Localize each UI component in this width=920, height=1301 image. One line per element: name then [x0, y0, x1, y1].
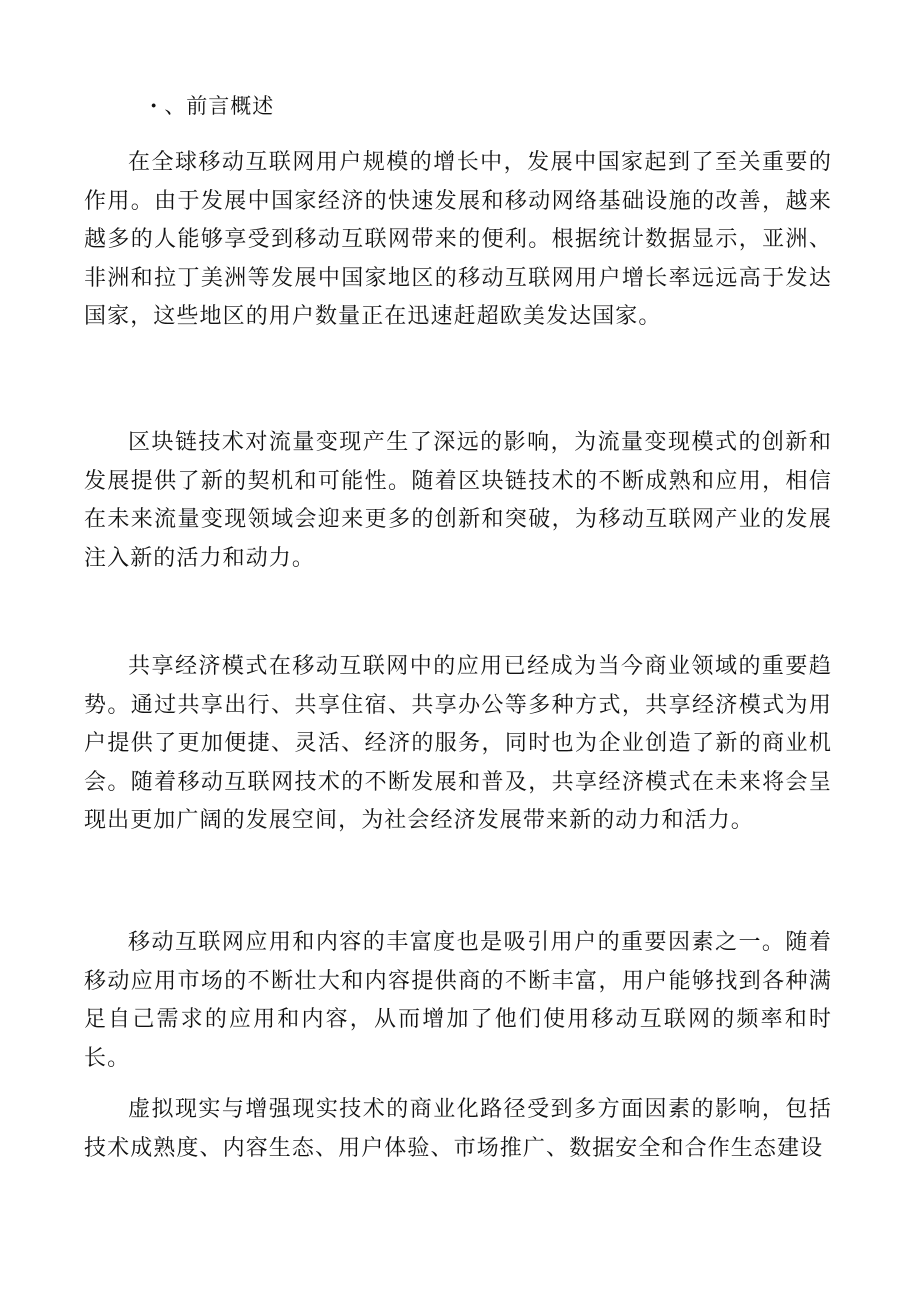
paragraph-developing-countries: 在全球移动互联网用户规模的增长中，发展中国家起到了至关重要的作用。由于发展中国家经济的快速发展和移动网络基础设施的改善，越来越多的人能够享受到移动互联网带来的便利。根据统计数据显示，亚洲、非洲和拉丁美洲等发展中国家地区的移动互联网用户增长率远远高于发达国家，这些地区的用户数量正在迅速赶超欧美发达国家。	[84, 150, 832, 329]
paragraph-vr-ar: 虚拟现实与增强现实技术的商业化路径受到多方面因素的影响，包括技术成熟度、内容生态、用户体验、市场推广、数据安全和合作生态建设	[84, 1097, 832, 1161]
bullet-icon: ·	[150, 93, 159, 118]
paragraph-sharing-economy: 共享经济模式在移动互联网中的应用已经成为当今商业领域的重要趋势。通过共享出行、共享住宿、共享办公等多种方式，共享经济模式为用户提供了更加便捷、灵活、经济的服务，同时也为企业创造了新的商业机会。随着移动互联网技术的不断发展和普及，共享经济模式在未来将会呈现出更加广阔的发展空间，为社会经济发展带来新的动力和活力。	[84, 654, 832, 833]
paragraph-blockchain: 区块链技术对流量变现产生了深远的影响，为流量变现模式的创新和发展提供了新的契机和可能性。随着区块链技术的不断成熟和应用，相信在未来流量变现领域会迎来更多的创新和突破，为移动互联网产业的发展注入新的活力和动力。	[84, 430, 832, 571]
paragraph-app-content: 移动互联网应用和内容的丰富度也是吸引用户的重要因素之一。随着移动应用市场的不断壮大和内容提供商的不断丰富，用户能够找到各种满足自己需求的应用和内容，从而增加了他们使用移动互联网的频率和时长。	[84, 930, 832, 1071]
section-heading-text: 、前言概述	[164, 94, 275, 118]
section-heading	[150, 88, 274, 124]
